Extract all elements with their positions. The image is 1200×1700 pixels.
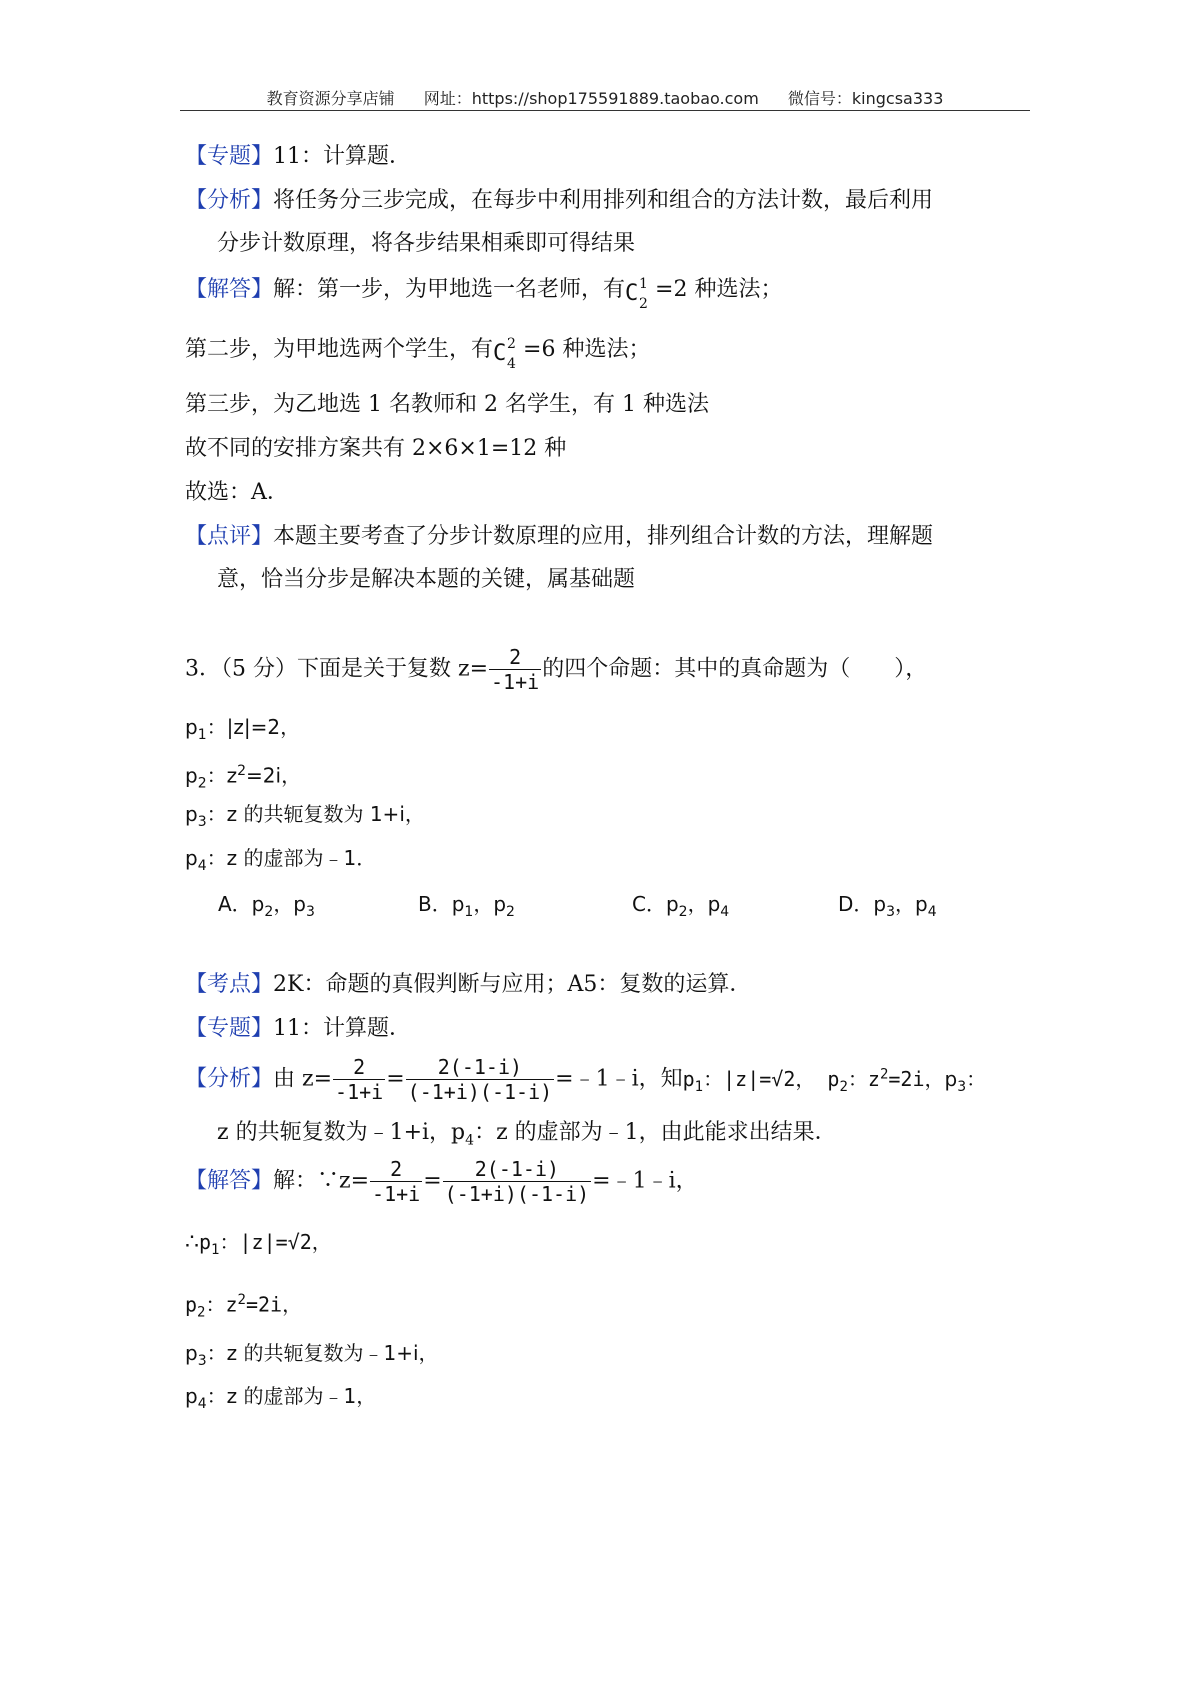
q3-sol-p4: $p_4$：z 的虚部为﹣1， xyxy=(185,1384,377,1412)
q2-total: 故不同的安排方案共有 2×6×1=12 种 xyxy=(185,436,567,461)
fraction-2-over: $\frac{2}{-1+i}$ xyxy=(335,1055,384,1104)
q3-p1: $p_1$：|z|=2， xyxy=(185,715,301,743)
q2-step2: 第二步，为甲地选两个学生，有 C 2 4 =6 种选法； xyxy=(185,336,651,372)
fraction-rationalized: $\frac{2(-1-i)}{(-1+i)(-1-i)}$ xyxy=(407,1055,553,1104)
jieda-tag: 【解答】 xyxy=(185,277,274,302)
q2-fenxi-line-2: 分步计数原理，将各步结果相乘即可得结果 xyxy=(217,231,636,256)
zhuanti-tag: 【专题】 xyxy=(185,144,274,169)
q3-jieda: 【解答】解：∵z= $\frac{2}{-1+i}$ = $\frac{2(-1-i)}{(-1+i)(-1-i)}$ =﹣1﹣i， xyxy=(185,1157,698,1206)
fenxi-line-1: 将任务分三步完成，在每步中利用排列和组合的方法计数，最后利用 xyxy=(273,188,934,213)
q3-kaodian: 【考点】2K：命题的真假判断与应用；A5：复数的运算． xyxy=(185,972,752,997)
dianping-tag: 【点评】 xyxy=(185,524,274,549)
q3-p3: $p_3$：z 的共轭复数为 1+i， xyxy=(185,802,425,830)
header-wechat: 微信号：kingcsa333 xyxy=(787,89,944,108)
header-url: 网址：https://shop175591889.taobao.com xyxy=(423,89,759,108)
option-b: B．$p_1$，$p_2$ xyxy=(418,892,515,920)
combination-c21: C 1 2 xyxy=(625,276,648,312)
fenxi-tag: 【分析】 xyxy=(185,188,274,213)
q2-fenxi xyxy=(185,186,933,216)
jieda-post: =2 种选法； xyxy=(655,277,783,302)
q2-step3: 第三步，为乙地选 1 名教师和 2 名学生，有 1 种选法 xyxy=(185,392,709,417)
q3-p2: $p_2$：$z^2=2i$， xyxy=(185,763,302,792)
q2-jieda xyxy=(185,275,783,312)
jieda-pre: 解：第一步，为甲地选一名老师，有 xyxy=(273,277,626,302)
option-a: A．$p_2$，$p_3$ xyxy=(218,892,315,920)
q2-dianping-line-2: 意，恰当分步是解决本题的关键，属基础题 xyxy=(217,567,636,592)
q3-p4: $p_4$：z 的虚部为﹣1． xyxy=(185,846,377,874)
q3-fenxi-line-2: z 的共轭复数为﹣1+i，$p_4$：z 的虚部为﹣1，由此能求出结果． xyxy=(217,1120,837,1149)
q2-zhuanti xyxy=(185,142,411,172)
zhuanti-text: 11：计算题． xyxy=(273,144,412,169)
q3-sol-p3: $p_3$：z 的共轭复数为﹣1+i， xyxy=(185,1341,439,1369)
q3-stem: 3．（5 分）下面是关于复数 z= $\frac{2}{-1+i}$ 的四个命题：其中的真命题为（ ）， xyxy=(185,645,928,694)
q2-dianping: 【点评】本题主要考查了分步计数原理的应用，排列组合计数的方法，理解题 xyxy=(185,524,934,549)
q2-choose: 故选：A． xyxy=(185,480,289,505)
q3-sol-p2: $p_2$：$z^2=2i$， xyxy=(185,1292,303,1321)
header-shop: 教育资源分享店铺 xyxy=(266,89,395,108)
q3-sol-p1: $\therefore p_1$：|z|=√2， xyxy=(185,1230,332,1258)
option-d: D．$p_3$，$p_4$ xyxy=(838,892,937,920)
combination-c42: C 2 4 xyxy=(493,336,516,372)
option-c: C．$p_2$，$p_4$ xyxy=(632,892,730,920)
q3-fenxi: 【分析】由 z= $\frac{2}{-1+i}$ = $\frac{2(-1-i)}{(-1+i)(-1-i)}$ =﹣1﹣i，知$p_1$：|z|=√2， $p_2$：$z^2=2i$，$p_3$： xyxy=(185,1055,987,1104)
q3-zhuanti: 【专题】11：计算题． xyxy=(185,1016,412,1041)
header-divider xyxy=(180,110,1030,111)
fraction-z: $\frac{2}{-1+i}$ xyxy=(491,645,540,694)
page-header xyxy=(180,86,1030,109)
